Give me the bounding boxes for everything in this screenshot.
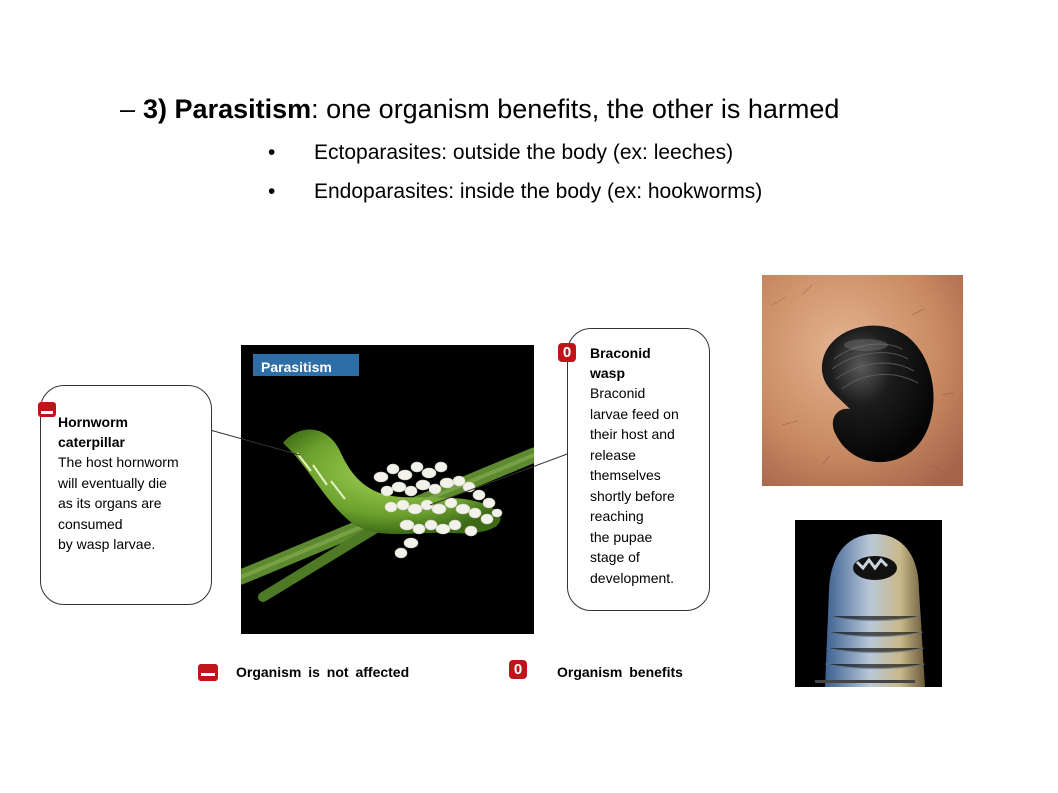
- hornworm-text-line-2: will eventually die: [58, 474, 167, 491]
- braconid-text-line-10: development.: [590, 569, 675, 586]
- heading-rest: : one organism benefits, the other is harmed: [311, 94, 840, 124]
- hornworm-title-line-2: caterpillar: [58, 434, 125, 450]
- heading-dash: –: [120, 94, 136, 124]
- braconid-title-line-1: Braconid: [590, 345, 651, 361]
- braconid-text-line-2: larvae feed on: [590, 405, 679, 422]
- leech-photo: [762, 275, 963, 486]
- legend-zero-icon: 0: [509, 660, 527, 679]
- bullet-dot: •: [268, 141, 276, 164]
- hornworm-text-line-3: as its organs are: [58, 495, 162, 511]
- hornworm-text-line-1: The host hornworm: [58, 454, 179, 470]
- bullet-text: Ectoparasites: outside the body (ex: leeches): [314, 141, 734, 164]
- harmed-minus-icon: [38, 402, 56, 417]
- braconid-callout: [567, 328, 710, 611]
- bullet-text: Endoparasites: inside the body (ex: hookworms): [314, 180, 763, 203]
- braconid-text-line-6: shortly before: [590, 487, 675, 504]
- legend-zero-label: Organism benefits: [557, 664, 683, 680]
- braconid-text-line-1: Braconid: [590, 385, 646, 401]
- bullet-dot: •: [268, 180, 276, 203]
- braconid-text-line-5: themselves: [590, 467, 661, 483]
- hornworm-title-line-1: Hornworm: [58, 414, 128, 430]
- legend-minus-icon: [198, 664, 218, 681]
- hornworm-callout: [40, 385, 212, 605]
- braconid-text-line-3: their host and: [590, 426, 675, 442]
- figure-label: Parasitism: [253, 354, 359, 376]
- hornworm-text-line-4: consumed: [58, 515, 123, 532]
- braconid-text-line-9: stage of: [590, 549, 640, 565]
- braconid-text-line-8: the pupae: [590, 528, 653, 545]
- leech-illustration: [762, 275, 963, 486]
- heading-term: 3) Parasitism: [143, 94, 312, 124]
- benefit-zero-icon: 0: [558, 343, 576, 362]
- hornworm-text-line-5: by wasp larvae.: [58, 536, 156, 552]
- hookworm-illustration: [795, 520, 942, 687]
- braconid-text-line-7: reaching: [590, 508, 644, 524]
- legend-minus-label: Organism is not affected: [236, 664, 410, 680]
- braconid-title-line-2: wasp: [590, 365, 626, 381]
- braconid-text-line-4: release: [590, 446, 636, 463]
- hookworm-photo: [795, 520, 942, 687]
